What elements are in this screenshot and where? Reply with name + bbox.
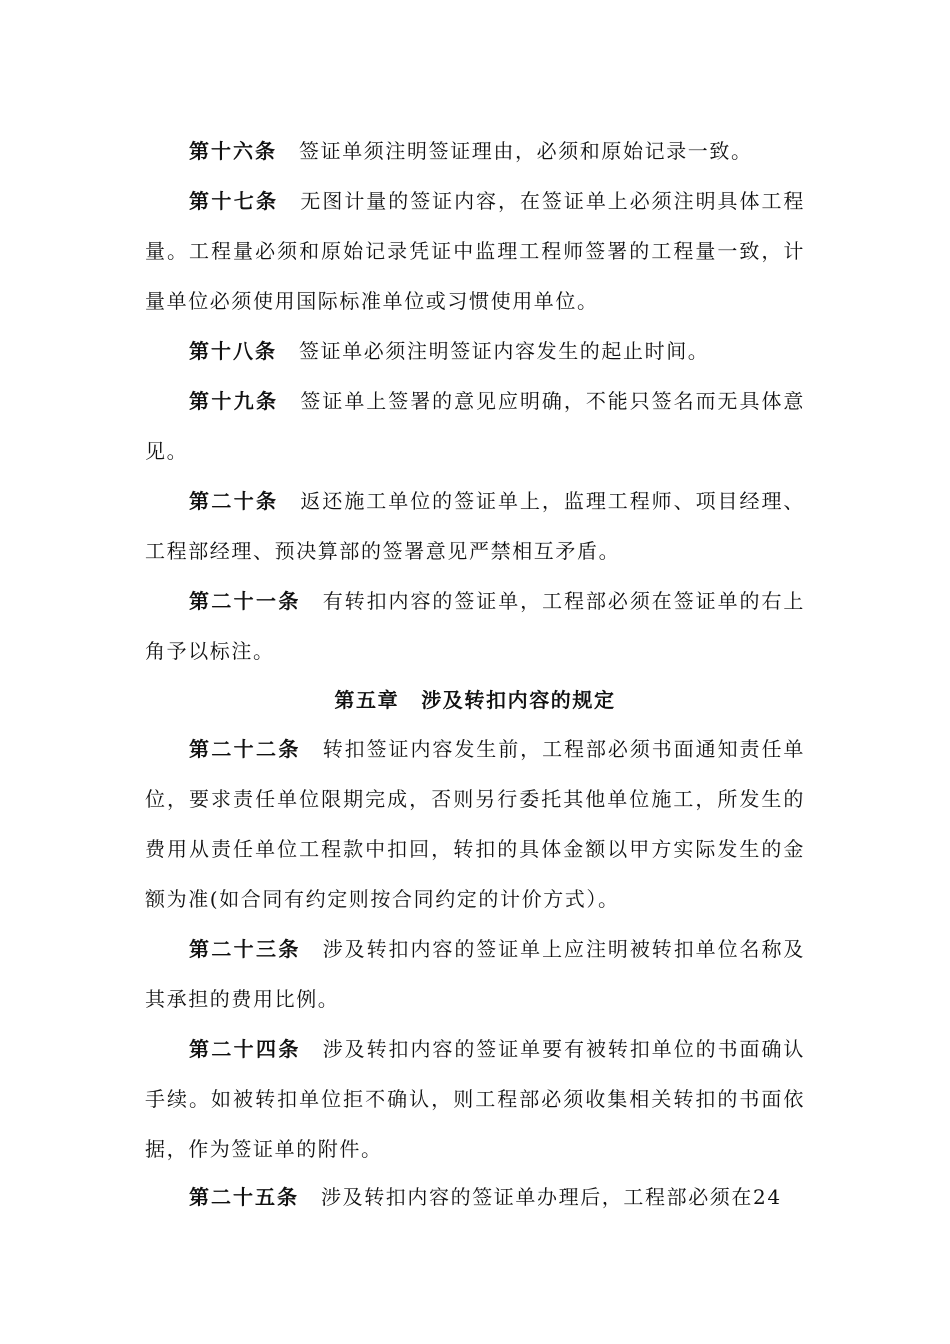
article-number: 第二十四条: [189, 1037, 301, 1061]
article-text: 无图计量的签证内容，在签证单上必须注明具体工程量。工程量必须和原始记录凭证中监理工程师签署的工程量一致，计量单位必须使用国际标准单位或习惯使用单位。: [145, 189, 805, 313]
article-text: 签证单须注明签证理由，必须和原始记录一致。: [299, 139, 753, 163]
article-text: 涉及转扣内容的签证单上应注明被转扣单位名称及其承担的费用比例。: [145, 937, 806, 1011]
article-25: [145, 1172, 805, 1222]
article-number: 第十九条: [189, 389, 279, 413]
article-text: 涉及转扣内容的签证单要有被转扣单位的书面确认手续。如被转扣单位拒不确认，则工程部必须收集相关转扣的书面依据，作为签证单的附件。: [145, 1037, 806, 1161]
article-text: 转扣签证内容发生前，工程部必须书面通知责任单位，要求责任单位限期完成，否则另行委托其他单位施工，所发生的费用从责任单位工程款中扣回，转扣的具体金额以甲方实际发生的金额为准(如合同有约定则按合同约定的计价方式）。: [145, 737, 806, 911]
article-number: 第二十二条: [189, 737, 301, 761]
article-text: 签证单上签署的意见应明确，不能只签名而无具体意见。: [145, 389, 805, 463]
article-number: 第二十一条: [189, 589, 301, 613]
article-number: 第十七条: [189, 189, 279, 213]
article-20: [145, 476, 805, 576]
article-17: [145, 176, 805, 326]
article-number: 第二十三条: [189, 937, 301, 961]
article-23: [145, 924, 805, 1024]
article-text: 签证单必须注明签证内容发生的起止时间。: [299, 339, 710, 363]
article-number: 第十六条: [189, 139, 277, 163]
article-text: 涉及转扣内容的签证单办理后，工程部必须在24: [321, 1185, 782, 1209]
article-16: [145, 126, 805, 176]
article-19: [145, 376, 805, 476]
article-number: 第十八条: [189, 339, 277, 363]
chapter-heading: [145, 675, 805, 725]
article-22: [145, 724, 805, 924]
article-18: [145, 326, 805, 376]
article-24: [145, 1024, 805, 1174]
chapter-title: 涉及转扣内容的规定: [421, 688, 616, 712]
article-number: 第二十条: [189, 489, 279, 513]
chapter-number: 第五章: [334, 688, 400, 712]
article-text: 有转扣内容的签证单，工程部必须在签证单的右上角予以标注。: [145, 589, 806, 663]
article-number: 第二十五条: [189, 1185, 299, 1209]
article-text: 返还施工单位的签证单上，监理工程师、项目经理、工程部经理、预决算部的签署意见严禁相互矛盾。: [145, 489, 805, 563]
article-21: [145, 576, 805, 676]
